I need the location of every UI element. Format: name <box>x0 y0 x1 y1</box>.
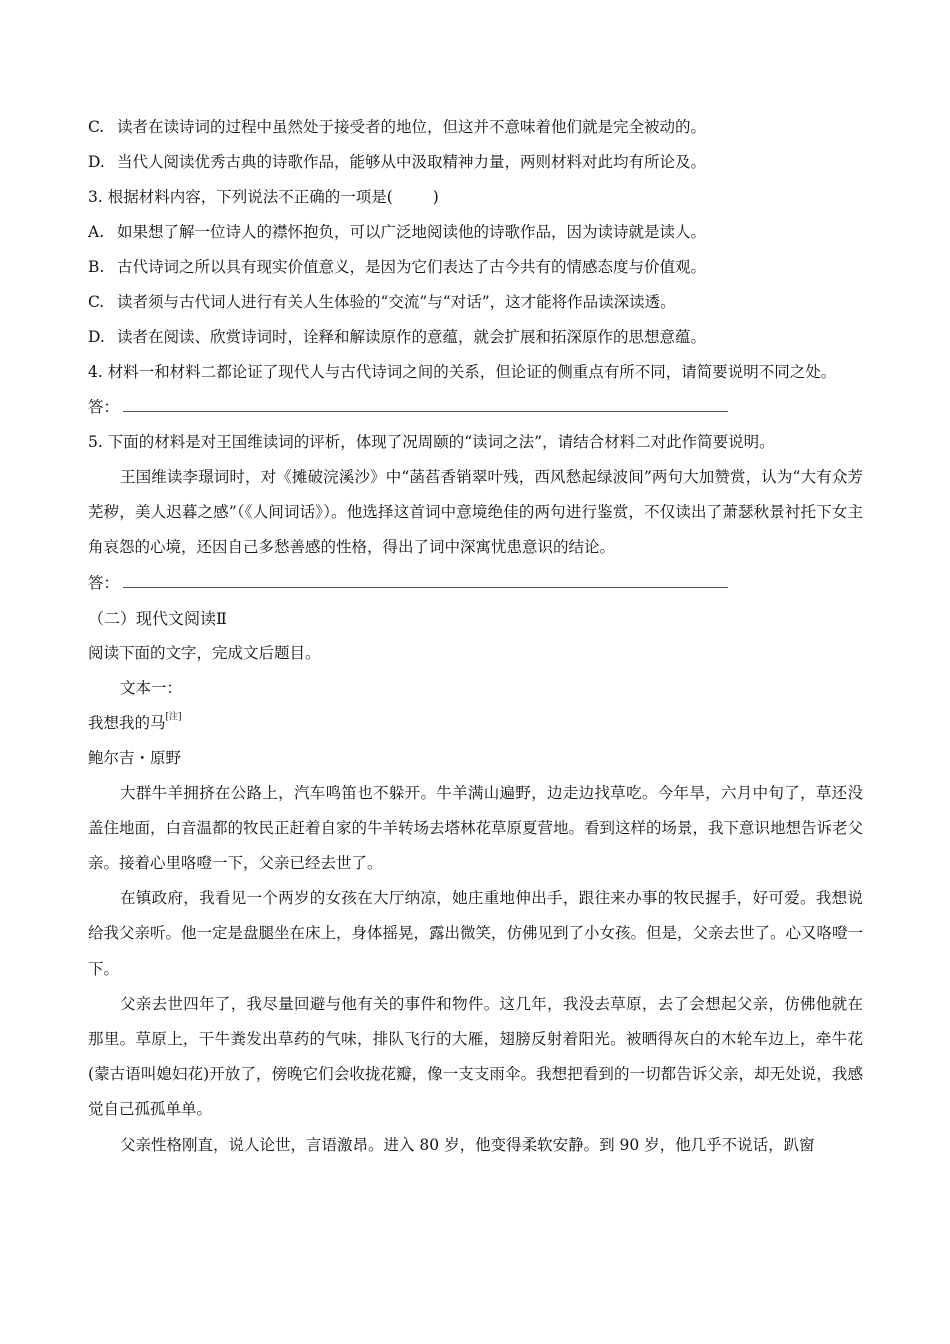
q3-stem-close: ) <box>432 188 439 206</box>
q4-answer-row <box>88 390 863 425</box>
option-text: 读者须与古代词人进行有关人生体验的“交流”与“对话”，这才能将作品读深读透。 <box>116 293 676 311</box>
q3-stem <box>88 180 863 215</box>
section-instruction: 阅读下面的文字，完成文后题目。 <box>88 643 321 662</box>
story-paragraph: 父亲去世四年了，我尽量回避与他有关的事件和物件。这几年，我没去草原，去了会想起父亲，仿佛他就在那里。草原上，干牛粪发出草药的气味，排队飞行的大雁，翅膀反射着阳光。被晒得灰白的木轮车边上，牵牛花(蒙古语叫媳妇花)开放了，傍晚它们会收拢花瓣，像一支支雨伞。我想把看到的一切都告诉父亲，却无处说，我感觉自己孤孤单单。 <box>88 994 863 1119</box>
answer-label: 答： <box>88 398 120 416</box>
q3-option-a <box>88 215 863 250</box>
option-text: 读者在读诗词的过程中虽然处于接受者的地位，但这并不意味着他们就是完全被动的。 <box>116 118 706 136</box>
q2-option-c <box>88 110 863 145</box>
option-label: B. <box>88 258 105 276</box>
q3-option-b <box>88 250 863 285</box>
q3-option-c <box>88 285 863 320</box>
q5-answer-row <box>88 566 863 601</box>
q5-material: 王国维读李璟词时，对《摊破浣溪沙》中“菡萏香销翠叶残，西风愁起绿波间”两句大加赞赏，认为“大有众芳芜秽，美人迟暮之感”（《人间词话》）。他选择这首词中意境绝佳的两句进行鉴赏，不仅读出了萧瑟秋景衬托下女主角哀怨的心境，还因自己多愁善感的性格，得出了词中深寓忧患意识的结论。 <box>88 468 863 557</box>
q5-stem: 5. 下面的材料是对王国维读词的评析，体现了况周颐的“读词之法”，请结合材料二对此作简要说明。 <box>88 433 775 451</box>
q2-option-d <box>88 145 863 180</box>
option-label: A. <box>88 223 105 241</box>
section-title: （二）现代文阅读Ⅱ <box>88 608 227 628</box>
option-text: 古代诗词之所以具有现实价值意义，是因为它们表达了古今共有的情感态度与价值观。 <box>116 258 706 276</box>
answer-blank[interactable] <box>123 391 728 412</box>
option-text: 读者在阅读、欣赏诗词时，诠释和解读原作的意蕴，就会扩展和拓深原作的思想意蕴。 <box>116 328 706 346</box>
story-paragraph: 大群牛羊拥挤在公路上，汽车鸣笛也不躲开。牛羊满山遍野，边走边找草吃。今年旱，六月中旬了，草还没盖住地面，白音温都的牧民正赶着自家的牛羊转场去塔林花草原夏营地。看到这样的场景，我下意识地想告诉老父亲。接着心里咯噔一下，父亲已经去世了。 <box>88 783 864 873</box>
option-label: D. <box>88 328 105 346</box>
q3-stem-text: 3. 根据材料内容，下列说法不正确的一项是( <box>88 188 393 206</box>
story-title-row <box>88 706 863 741</box>
option-label: C. <box>88 293 105 311</box>
option-label: D. <box>88 153 105 171</box>
story-title: 我想我的马 <box>88 713 166 732</box>
story-author: 鲍尔吉・原野 <box>88 748 182 767</box>
document-page <box>88 110 863 1163</box>
option-text: 如果想了解一位诗人的襟怀抱负，可以广泛地阅读他的诗歌作品，因为读诗就是读人。 <box>116 223 706 241</box>
answer-blank[interactable] <box>123 567 728 588</box>
story-paragraph: 在镇政府，我看见一个两岁的女孩在大厅纳凉，她庄重地伸出手，跟往来办事的牧民握手，好可爱。我想说给我父亲听。他一定是盘腿坐在床上，身体摇晃，露出微笑，仿佛见到了小女孩。但是，父亲去世了。心又咯噔一下。 <box>88 889 864 978</box>
footnote-marker[interactable]: [注] <box>165 711 182 722</box>
answer-label: 答： <box>88 573 120 592</box>
option-text: 当代人阅读优秀古典的诗歌作品，能够从中汲取精神力量，两则材料对此均有所论及。 <box>116 153 706 171</box>
text-label: 文本一： <box>120 678 183 697</box>
story-paragraph: 父亲性格刚直，说人论世，言语激昂。进入 80 岁，他变得柔软安静。到 90 岁，他几乎不说话，趴窗 <box>120 1135 815 1154</box>
q3-option-d <box>88 320 863 355</box>
q4-stem: 4. 材料一和材料二都论证了现代人与古代诗词之间的关系，但论证的侧重点有所不同，请简要说明不同之处。 <box>88 363 837 381</box>
option-label: C. <box>88 118 105 136</box>
